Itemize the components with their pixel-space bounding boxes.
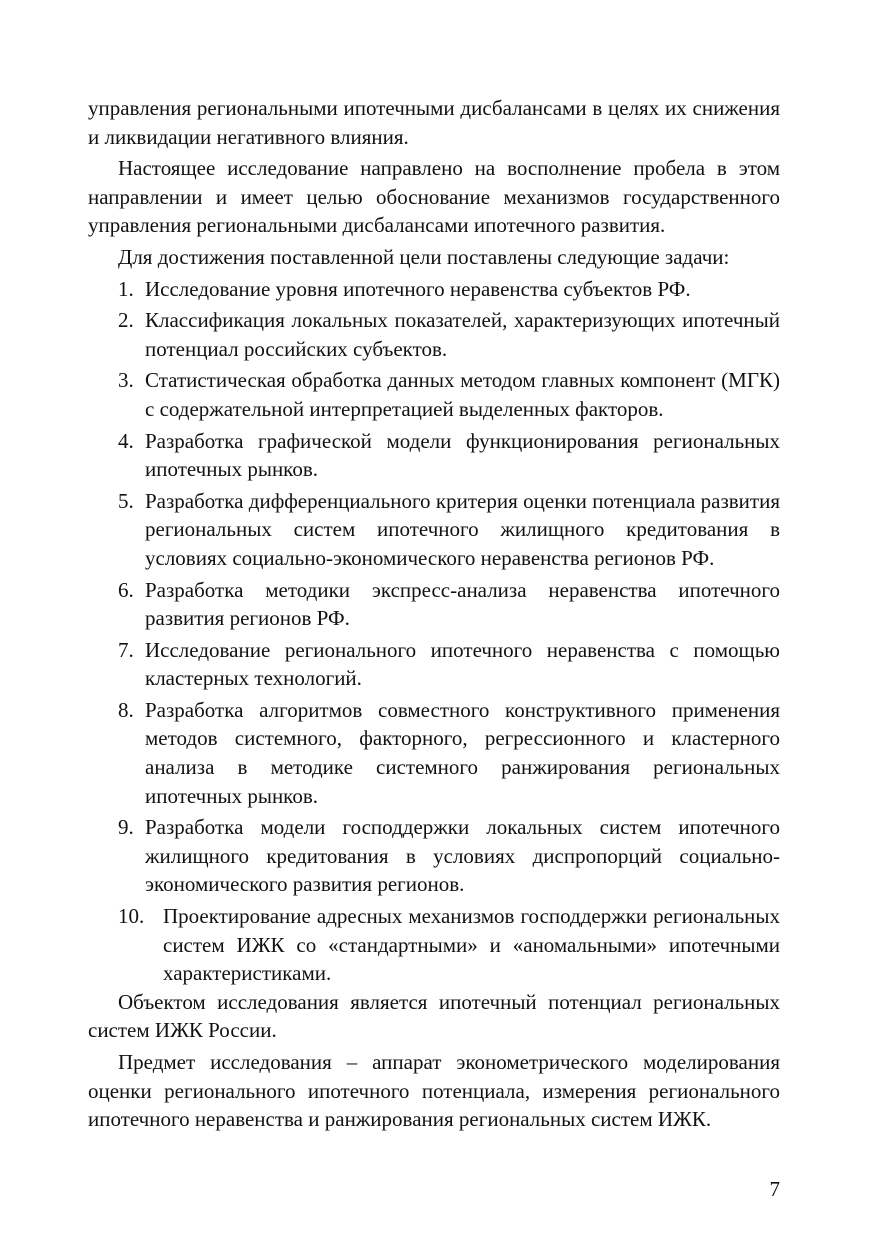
- list-item-text: Статистическая обработка данных методом главных компонент (МГК) с содержательной интерпретацией выделенных факторов.: [145, 368, 780, 421]
- list-item-text: Классификация локальных показателей, характеризующих ипотечный потенциал российских субъектов.: [145, 308, 780, 361]
- page-body: [88, 94, 780, 1134]
- paragraph-continuation: управления региональными ипотечными дисбалансами в целях их снижения и ликвидации негативного влияния.: [88, 96, 780, 149]
- paragraph-subject: Предмет исследования – аппарат эконометрического моделирования оценки регионального ипотечного потенциала, измерения регионального ипотечного неравенства и ранжирования региональных систем ИЖК.: [88, 1050, 780, 1132]
- page-number: 7: [769, 1177, 780, 1201]
- paragraph-object: Объектом исследования является ипотечный потенциал региональных систем ИЖК России.: [88, 989, 780, 1043]
- list-item-text: Разработка модели господдержки локальных систем ипотечного жилищного кредитования в условиях диспропорций социально-экономического развития регионов.: [145, 815, 780, 897]
- list-item-text: Разработка методики экспресс-анализа неравенства ипотечного развития регионов РФ.: [145, 577, 780, 631]
- tasks-list: [88, 275, 780, 988]
- list-item-text: Разработка дифференциального критерия оценки потенциала развития региональных систем ипотечного жилищного кредитования в условиях социально-экономического неравенства регионов РФ.: [145, 488, 780, 570]
- paragraph-tasks-intro: Для достижения поставленной цели поставлены следующие задачи:: [118, 244, 730, 269]
- list-item-number: 6.: [118, 577, 134, 602]
- list-item: [88, 275, 780, 304]
- list-item: [88, 487, 780, 573]
- list-item-number: 4.: [118, 428, 134, 453]
- list-item-number: 1.: [118, 276, 134, 301]
- list-item-number: 8.: [118, 697, 134, 722]
- list-item-text: Исследование уровня ипотечного неравенства субъектов РФ.: [145, 276, 691, 301]
- list-item-text: Разработка графической модели функционирования региональных ипотечных рынков.: [145, 428, 780, 482]
- list-item: [88, 813, 780, 899]
- list-item-number: 2.: [118, 308, 134, 333]
- list-item-number: 5.: [118, 488, 134, 513]
- list-item: [88, 366, 780, 423]
- list-item-text: Разработка алгоритмов совместного конструктивного применения методов системного, факторного, регрессионного и кластерного анализа в методике системного ранжирования региональных ипотечных рынков.: [145, 697, 780, 808]
- list-item: [88, 306, 780, 363]
- list-item: [88, 636, 780, 693]
- list-item: [88, 696, 780, 810]
- list-item-number: 9.: [118, 815, 134, 840]
- list-item-number: 7.: [118, 637, 134, 662]
- list-item: [88, 576, 780, 633]
- paragraph-goal: Настоящее исследование направлено на восполнение пробела в этом направлении и имеет целью обоснование механизмов государственного управления региональными дисбалансами ипотечного развития.: [88, 156, 780, 238]
- list-item: [88, 427, 780, 484]
- list-item: [88, 902, 780, 988]
- list-item-number: 3.: [118, 368, 134, 393]
- list-item-number: 10.: [118, 904, 145, 929]
- list-item-text: Проектирование адресных механизмов господдержки региональных систем ИЖК со «стандартными» и «аномальными» ипотечными характеристиками.: [163, 904, 780, 986]
- list-item-text: Исследование регионального ипотечного неравенства с помощью кластерных технологий.: [145, 637, 780, 691]
